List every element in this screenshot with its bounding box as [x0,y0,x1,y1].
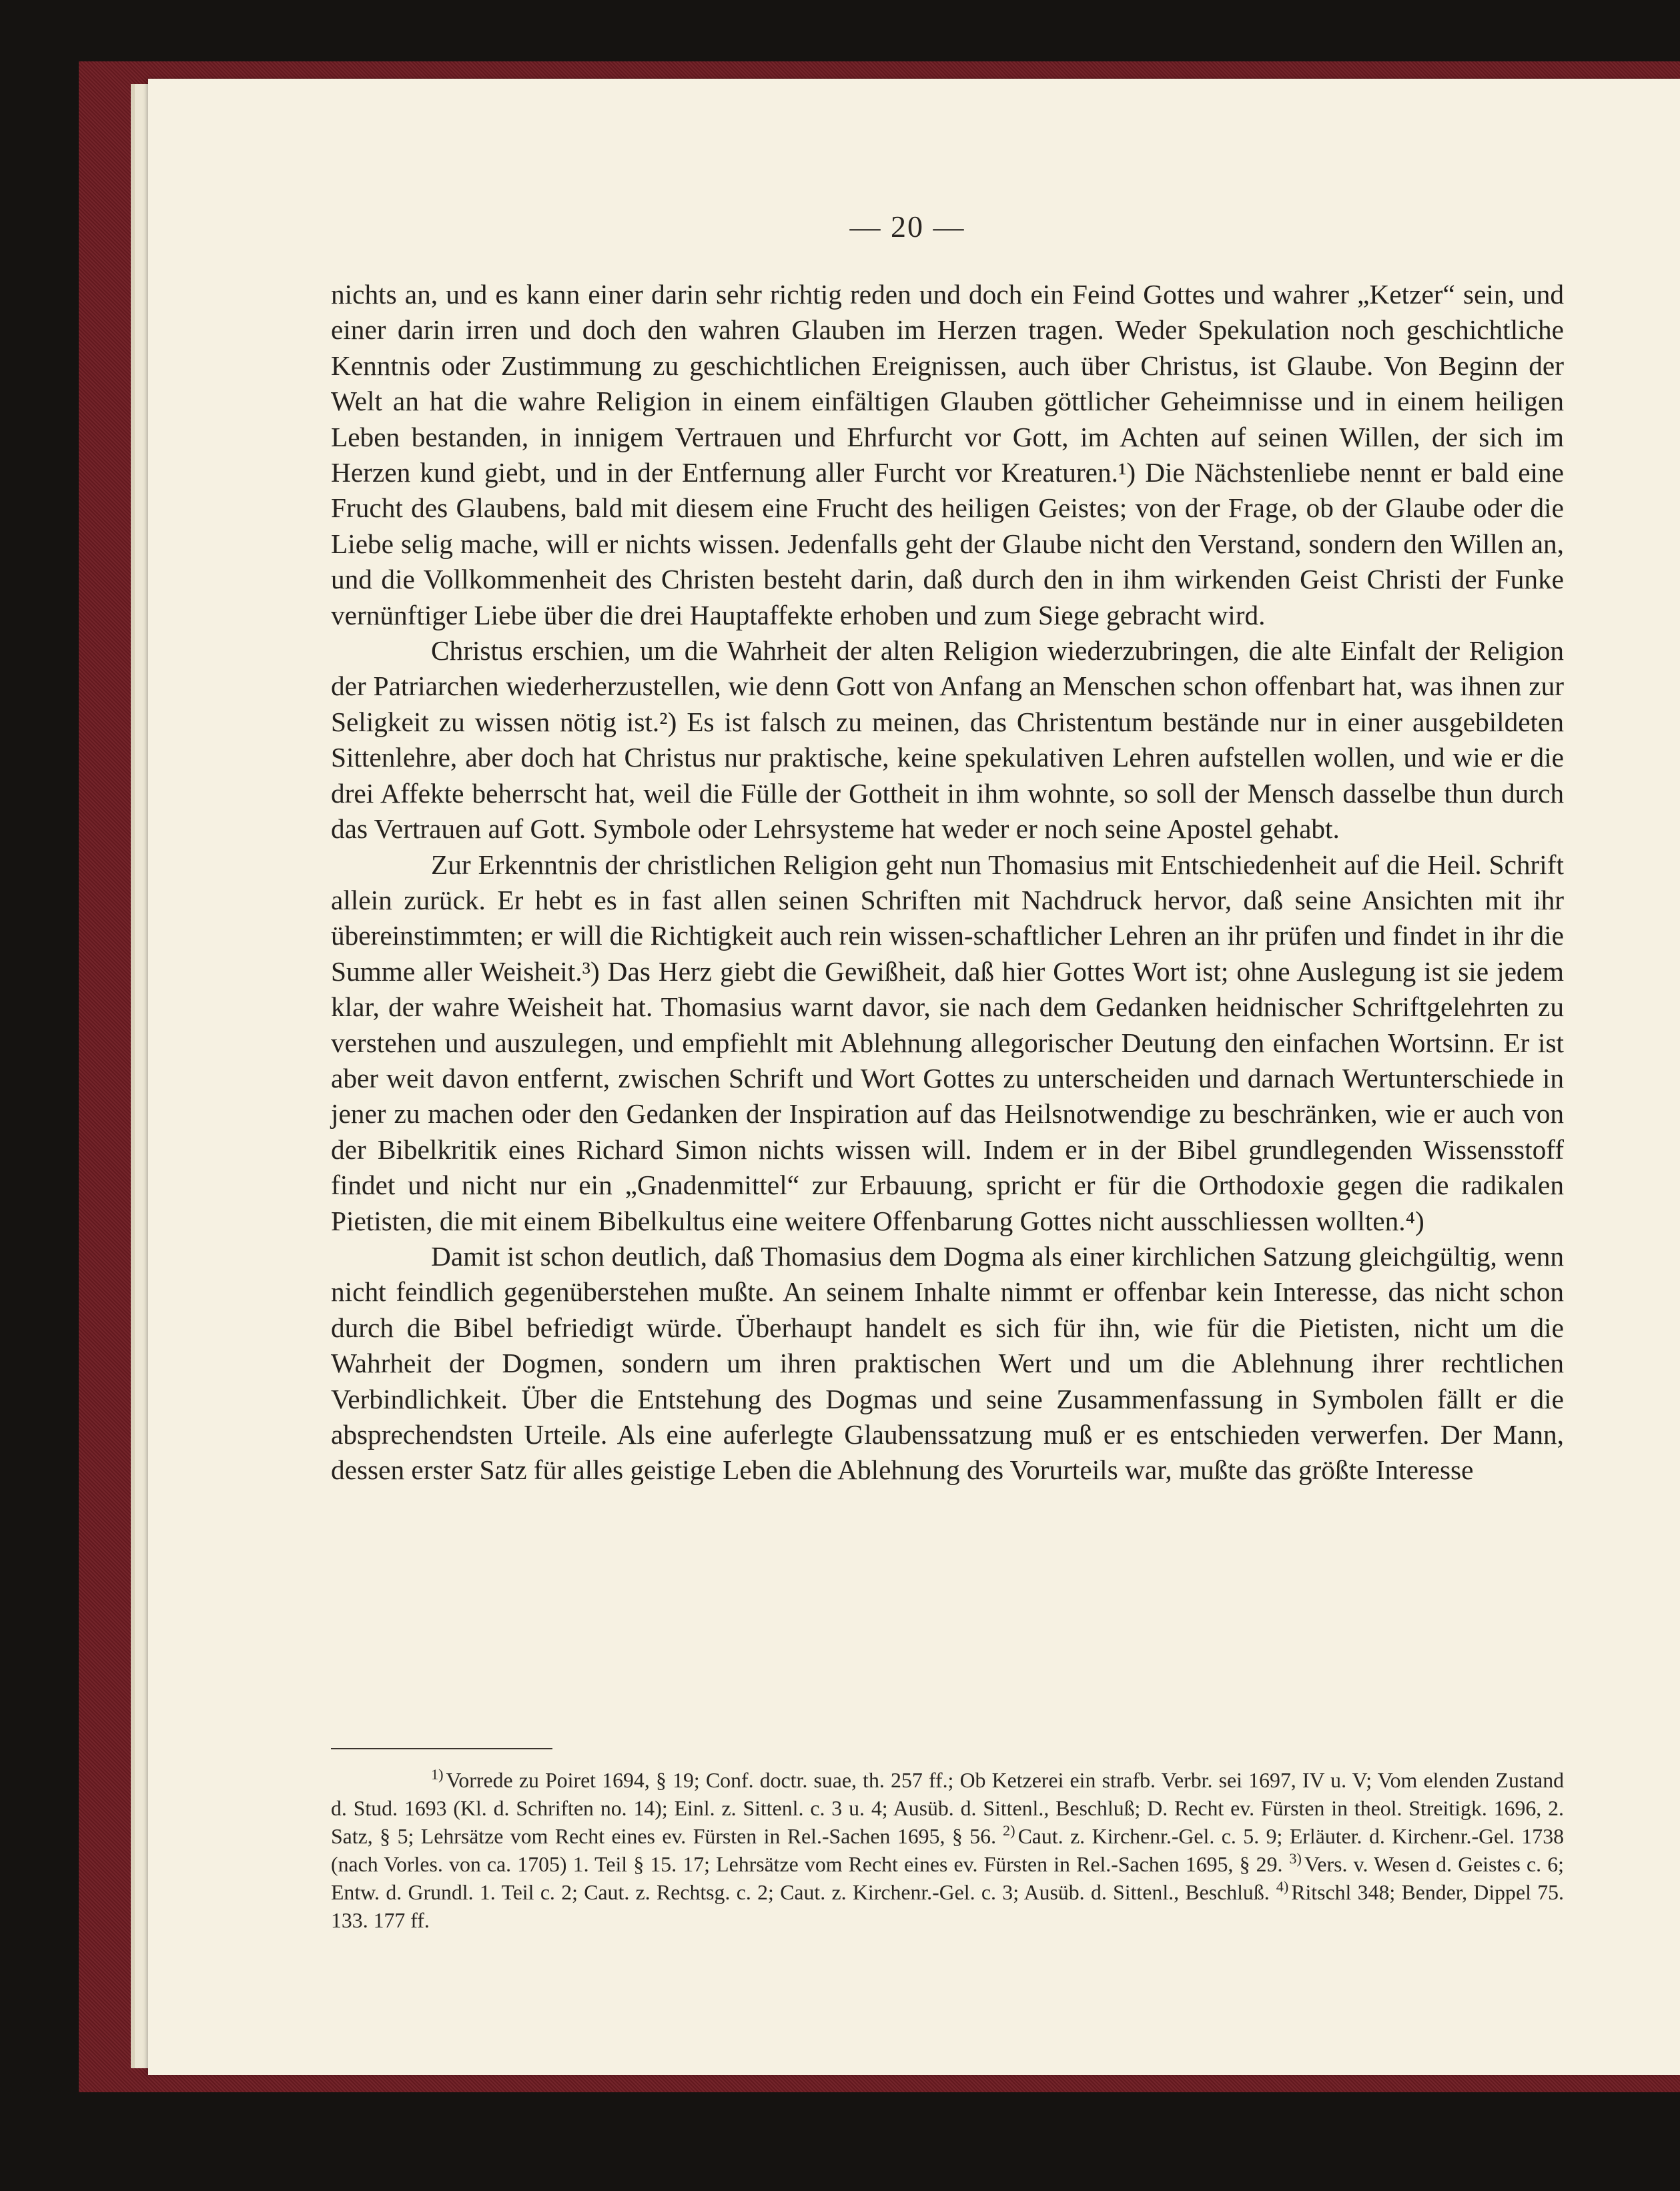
footnote-separator [331,1748,552,1749]
footnote-block [331,1767,1564,1935]
page-number: — 20 — [849,209,965,244]
paragraph: Christus erschien, um die Wahrheit der alten Religion wiederzubringen, die alte Einfalt der Religion der Patriarchen wiederherzustellen, wie denn Gott von Anfang an Menschen schon offenbart hat, was ihnen zur Seligkeit zu wissen nötig ist.²) Es ist falsch zu meinen, das Christentum bestände nur in einer ausgebildeten Sittenlehre, aber doch hat Christus nur praktische, keine spekulativen Lehren aufstellen wollen, und wie er die drei Affekte beherrscht hat, weil die Fülle der Gottheit in ihm wohnte, so soll der Mensch dasselbe thun durch das Vertrauen auf Gott. Symbole oder Lehrsysteme hat weder er noch seine Apostel gehabt. [331,635,1564,845]
footnote-text: Vers. v. Wesen d. Geistes c. 6; Entw. d. Grundl. 1. Teil c. 2; Caut. z. Rechtsg. c. 2; Caut. z. Kirchenr.-Gel. c. 3; Ausüb. d. Sittenl., Beschluß. [331,1853,1565,1904]
paragraph: Damit ist schon deutlich, daß Thomasius dem Dogma als einer kirchlichen Satzung gleichgültig, wenn nicht feindlich gegenüberstehen mußte. An seinem Inhalte nimmt er offenbar kein Interesse, das nicht schon durch die Bibel befriedigt würde. Überhaupt handelt es sich für ihn, wie für die Pietisten, nicht um die Wahrheit der Dogmen, sondern um ihren praktischen Wert und um die Ablehnung ihrer rechtlichen Verbindlichkeit. Über die Entstehung des Dogmas und seine Zusammenfassung in Symbolen fällt er die absprechendsten Urteile. Als eine auferlegte Glaubenssatzung muß er es entschieden verwerfen. Der Mann, dessen erster Satz für alles geistige Leben die Ablehnung des Vorurteils war, mußte das größte Interesse [331,1240,1564,1486]
footnote-text: Caut. z. Kirchenr.-Gel. c. 5. 9; Erläuter. d. Kirchenr.-Gel. 1738 (nach Vorles. von ca. 1705) 1. Teil § 15. 17; Lehrsätze vom Recht eines ev. Fürsten in Rel.-Sachen 1695, § 29. [331,1825,1565,1876]
footnote-mark: $^3$ ) [1289,1850,1302,1867]
paragraph: nichts an, und es kann einer darin sehr richtig reden und doch ein Feind Gottes und wahrer „Ketzer“ sein, und einer darin irren und doch den wahren Glauben im Herzen tragen. Weder Spekulation noch geschichtliche Kenntnis oder Zustimmung zu geschichtlichen Ereignissen, auch über Christus, ist Glaube. Von Beginn der Welt an hat die wahre Religion in einem einfältigen Glauben göttlicher Geheimnisse und in einem heiligen Leben bestanden, in innigem Vertrauen und Ehrfurcht vor Gott, im Achten auf seinen Willen, der sich im Herzen kund giebt, und in der Entfernung aller Furcht vor Kreaturen.¹) Die Nächstenliebe nennt er bald eine Frucht des Glaubens, bald mit diesem eine Frucht des heiligen Geistes; von der Frage, ob der Glaube oder die Liebe selig mache, will er nichts wissen. Jedenfalls geht der Glaube nicht den Verstand, sondern den Willen an, und die Vollkommenheit des Christen besteht darin, daß durch den in ihm wirkenden Geist Christi der Funke vernünftiger Liebe über die drei Hauptaffekte erhoben und zum Siege gebracht wird. [331,279,1564,630]
footnote-mark: $^4$ ) [1276,1878,1289,1895]
footnotes [331,1767,1564,1935]
footnote-mark: $^2$ ) [1003,1822,1015,1839]
footnote-text: Ritschl 348; Bender, Dippel 75. 133. 177 ff. [331,1881,1564,1932]
body-text [331,277,1564,1488]
footnote-text: Vorrede zu Poiret 1694, § 19; Conf. doctr. suae, th. 257 ff.; Ob Ketzerei ein strafb. Verbr. sei 1697, IV u. V; Vom elenden Zustand d. Stud. 1693 (Kl. d. Schriften no. 14); Einl. z. Sittenl. c. 3 u. 4; Ausüb. d. Sittenl., Beschluß; D. Recht ev. Fürsten in theol. Streitigk. 1696, 2. Satz, § 5; Lehrsätze vom Recht eines ev. Fürsten in Rel.-Sachen 1695, § 56. [331,1769,1564,1848]
footnote-mark: $^1$ ) [431,1766,444,1783]
paragraph: Zur Erkenntnis der christlichen Religion geht nun Thomasius mit Entschiedenheit auf die Heil. Schrift allein zurück. Er hebt es in fast allen seinen Schriften mit Nachdruck hervor, daß seine Ansichten mit ihr übereinstimmten; er will die Richtigkeit auch rein wissen-schaftlicher Lehren an ihr prüfen und findet in ihr die Summe aller Weisheit.³) Das Herz giebt die Gewißheit, daß hier Gottes Wort ist; ohne Auslegung ist sie jedem klar, der wahre Weisheit hat. Thomasius warnt davor, sie nach dem Gedanken heidnischer Schriftgelehrten zu verstehen und auszulegen, und empfiehlt mit Ablehnung allegorischer Deutung den einfachen Wortsinn. Er ist aber weit davon entfernt, zwischen Schrift und Wort Gottes zu unterscheiden und darnach Wertunterschiede in jener zu machen oder den Gedanken der Inspiration auf das Heilsnotwendige zu beschränken, wie er auch von der Bibelkritik eines Richard Simon nichts wissen will. Indem er in der Bibel grundlegenden Wissensstoff findet und nicht nur ein „Gnadenmittel“ zur Erbauung, spricht er für die Orthodoxie gegen die radikalen Pietisten, die mit einem Bibelkultus eine weitere Offenbarung Gottes nicht ausschliessen wollten.⁴) [331,849,1564,1236]
